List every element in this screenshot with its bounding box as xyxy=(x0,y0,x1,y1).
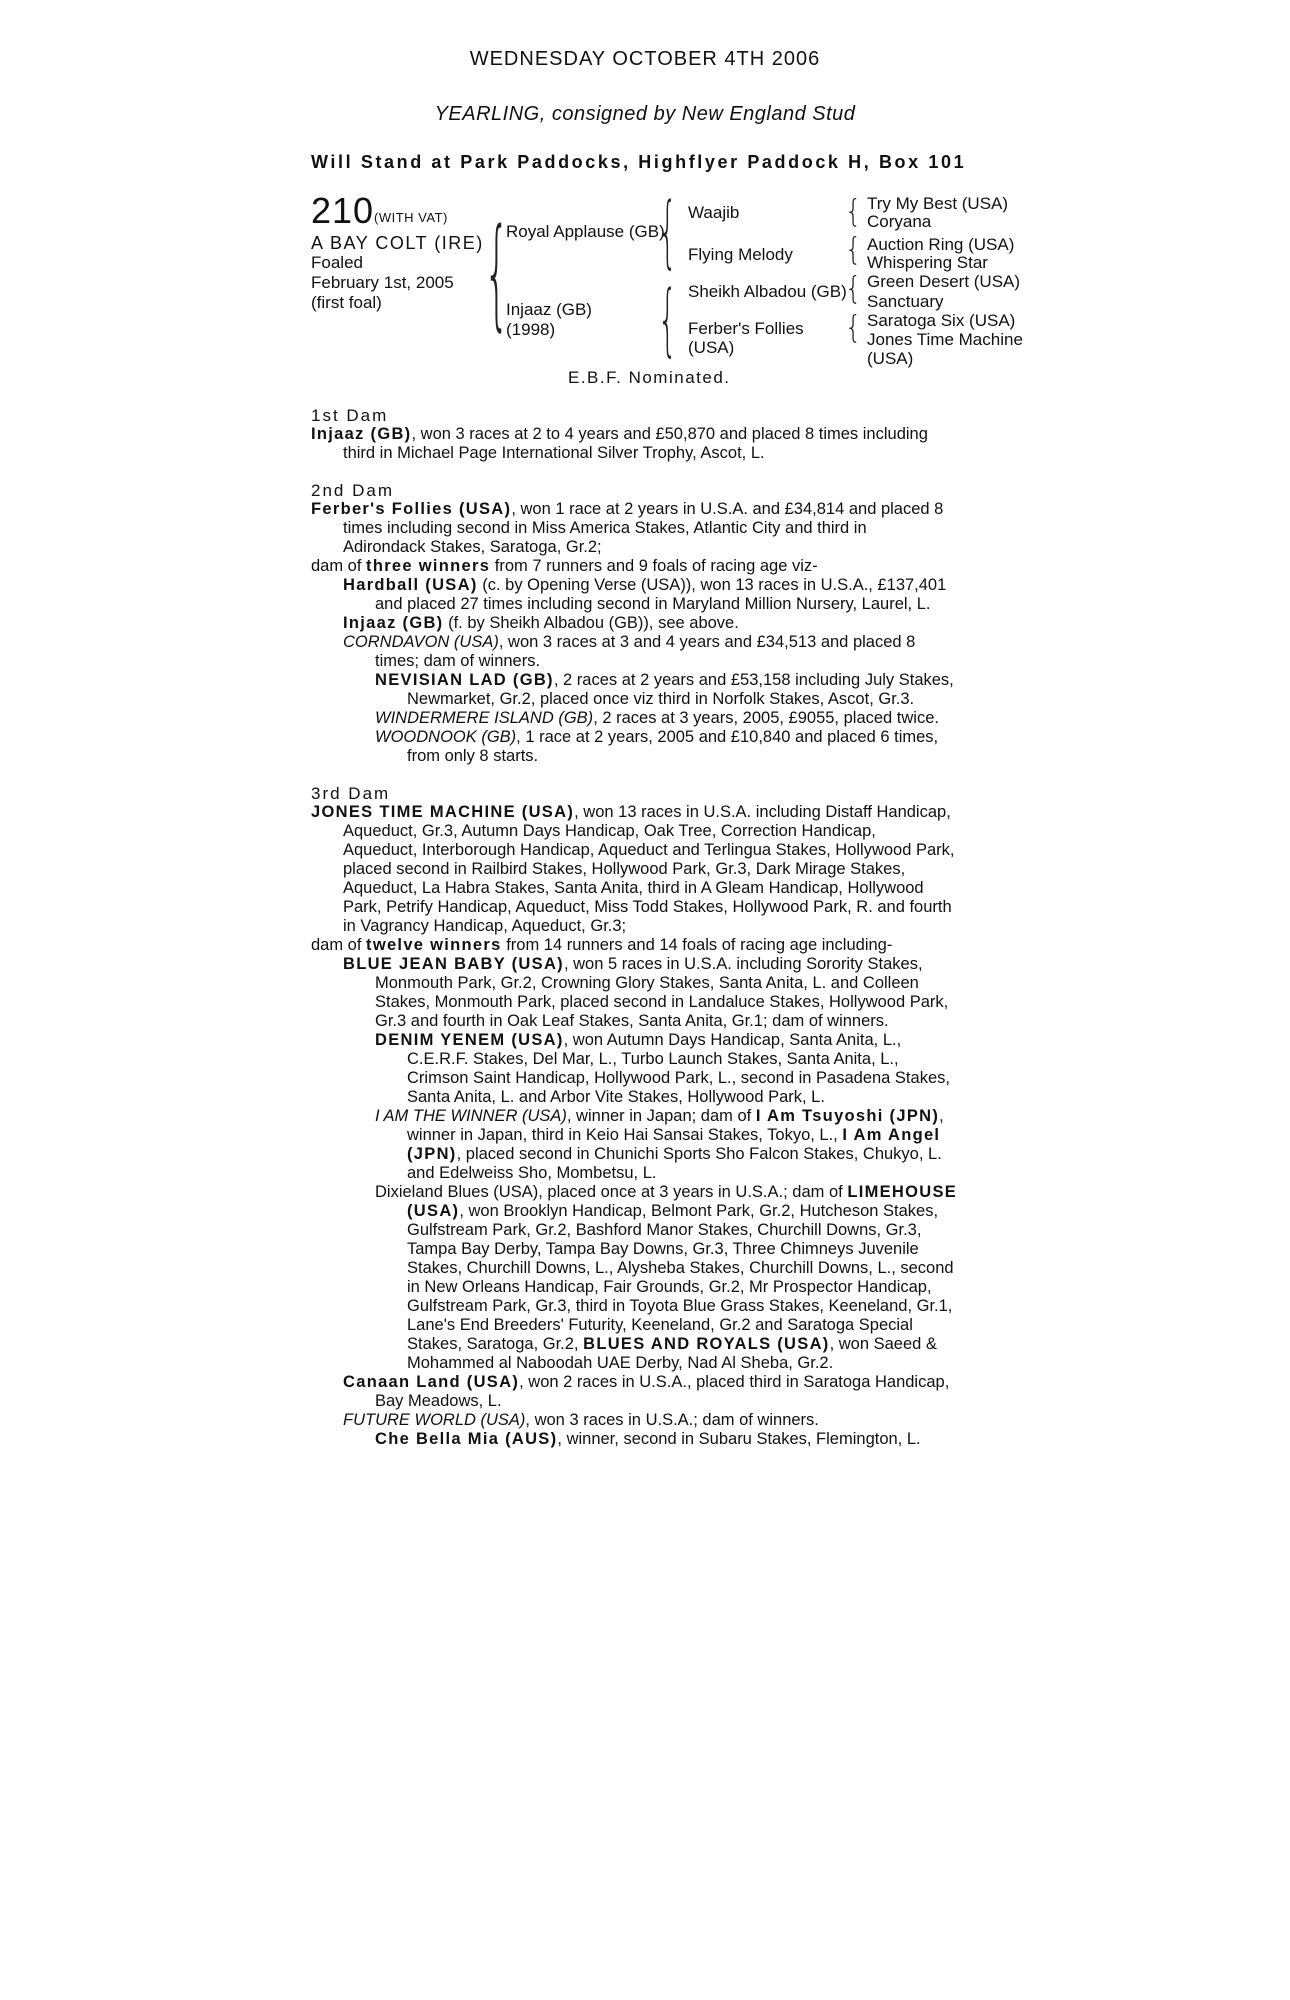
dix-text: Dixieland Blues (USA), placed once at 3 years in U.S.A.; dam of xyxy=(375,1183,848,1201)
limehouse-name: LIMEHOUSE xyxy=(847,1183,958,1201)
pedigree-ddd: Jones Time Machine xyxy=(867,330,1023,349)
woodnook-name: WOODNOOK (GB) xyxy=(375,728,517,746)
pedigree-brace-ds: { xyxy=(845,271,862,307)
iam-angel-name: I Am Angel xyxy=(842,1126,941,1144)
third-dam-produce-summary xyxy=(311,936,892,955)
injaaz-line xyxy=(343,614,739,633)
blues-and-royals-name: BLUES AND ROYALS (USA) xyxy=(583,1335,830,1353)
ebf-nominated: E.B.F. Nominated. xyxy=(568,368,731,387)
iam-text-2: winner in Japan, third in Keio Hai Sansai Stakes, Tokyo, L., xyxy=(407,1126,843,1144)
pedigree-sire: Royal Applause (GB) xyxy=(506,222,665,241)
dix-line-10: Mohammed al Naboodah UAE Derby, Nad Al Sheba, Gr.2. xyxy=(407,1354,834,1372)
pedigree-dds: Saratoga Six (USA) xyxy=(867,311,1016,330)
dix-line-5: Stakes, Churchill Downs, L., Alysheba Stakes, Churchill Downs, L., second xyxy=(407,1259,954,1277)
dix-line-8: Lane's End Breeders' Futurity, Keeneland, Gr.2 and Saratoga Special xyxy=(407,1316,913,1334)
iam-comma: , xyxy=(939,1107,944,1125)
iam-text: , winner in Japan; dam of xyxy=(566,1107,756,1125)
pedigree-dam-year: (1998) xyxy=(506,320,556,339)
windermere-name: WINDERMERE ISLAND (GB) xyxy=(375,709,594,727)
corndavon-text: , won 3 races at 3 and 4 years and £34,513 and placed 8 xyxy=(498,633,916,651)
bjb-text: , won 5 races in U.S.A. including Sorority Stakes, xyxy=(563,955,923,973)
windermere-line xyxy=(375,709,939,728)
pedigree-ssd: Coryana xyxy=(867,212,932,231)
dix-text-9: Stakes, Saratoga, Gr.2, xyxy=(407,1335,584,1353)
denim-name: DENIM YENEM (USA) xyxy=(375,1031,564,1049)
second-dam-name: Ferber's Follies (USA) xyxy=(311,500,512,518)
pedigree-brace-sd: { xyxy=(845,232,862,268)
woodnook-line xyxy=(375,728,938,747)
denim-line-4: Santa Anita, L. and Arbor Vite Stakes, Hollywood Park, L. xyxy=(407,1088,825,1106)
dam-of-rest: from 7 runners and 9 foals of racing age viz- xyxy=(490,557,818,575)
stand-location: Will Stand at Park Paddocks, Highflyer Paddock H, Box 101 xyxy=(311,152,967,172)
injaaz-name: Injaaz (GB) xyxy=(343,614,444,632)
che-bella-mia-name: Che Bella Mia (AUS) xyxy=(375,1430,558,1448)
lot-number: 210 xyxy=(311,190,375,231)
hardball-line-2: and placed 27 times including second in Maryland Million Nursery, Laurel, L. xyxy=(375,595,931,613)
third-dam-line-3: Aqueduct, Interborough Handicap, Aqueduct and Terlingua Stakes, Hollywood Park, xyxy=(343,841,955,859)
pedigree-dam-dam-country: (USA) xyxy=(688,338,735,357)
first-dam-line xyxy=(311,425,928,444)
nevisian-text: , 2 races at 2 years and £53,158 including July Stakes, xyxy=(553,671,954,689)
third-dam-name: JONES TIME MACHINE (USA) xyxy=(311,803,575,821)
bjb-line-3: Stakes, Monmouth Park, placed second in Landaluce Stakes, Hollywood Park, xyxy=(375,993,949,1011)
iam-text-3: , placed second in Chunichi Sports Sho Falcon Stakes, Chukyo, L. xyxy=(456,1145,942,1163)
nevisian-line xyxy=(375,671,954,690)
iam-angel-country: (JPN) xyxy=(407,1145,457,1163)
iam-line-3 xyxy=(407,1145,942,1164)
first-dam-heading: 1st Dam xyxy=(311,406,389,425)
second-dam-line-2: times including second in Miss America Stakes, Atlantic City and third in xyxy=(343,519,867,537)
bjb-line-4: Gr.3 and fourth in Oak Leaf Stakes, Santa Anita, Gr.1; dam of winners. xyxy=(375,1012,889,1030)
corndavon-line xyxy=(343,633,915,652)
dam-of-text: dam of xyxy=(311,557,367,575)
pedigree-brace-ss: { xyxy=(845,194,862,230)
canaan-line xyxy=(343,1373,949,1392)
injaaz-text: (f. by Sheikh Albadou (GB)), see above. xyxy=(443,614,739,632)
nevisian-name: NEVISIAN LAD (GB) xyxy=(375,671,554,689)
dix-line-9 xyxy=(407,1335,937,1354)
future-line xyxy=(343,1411,819,1430)
woodnook-text: , 1 race at 2 years, 2005 and £10,840 and placed 6 times, xyxy=(516,728,939,746)
denim-line xyxy=(375,1031,901,1050)
second-dam-heading: 2nd Dam xyxy=(311,481,394,500)
bjb-name: BLUE JEAN BABY (USA) xyxy=(343,955,564,973)
future-world-name: FUTURE WORLD (USA) xyxy=(343,1411,526,1429)
bjb-line-2: Monmouth Park, Gr.2, Crowning Glory Stakes, Santa Anita, L. and Colleen xyxy=(375,974,919,992)
pedigree-sds: Auction Ring (USA) xyxy=(867,235,1015,254)
canaan-name: Canaan Land (USA) xyxy=(343,1373,520,1391)
third-dam-line-5: Aqueduct, La Habra Stakes, Santa Anita, third in A Gleam Handicap, Hollywood xyxy=(343,879,924,897)
iam-line-4: and Edelweiss Sho, Mombetsu, L. xyxy=(407,1164,657,1182)
denim-line-2: C.E.R.F. Stakes, Del Mar, L., Turbo Launch Stakes, Santa Anita, L., xyxy=(407,1050,899,1068)
denim-text: , won Autumn Days Handicap, Santa Anita, L., xyxy=(563,1031,902,1049)
pedigree-sss: Try My Best (USA) xyxy=(867,194,1009,213)
iam-line xyxy=(375,1107,944,1126)
winners-count: twelve winners xyxy=(366,936,502,954)
pedigree-ddd-country: (USA) xyxy=(867,349,914,368)
denim-line-3: Crimson Saint Handicap, Hollywood Park, L., second in Pasadena Stakes, xyxy=(407,1069,950,1087)
nevisian-line-2: Newmarket, Gr.2, placed once viz third in Norfolk Stakes, Ascot, Gr.3. xyxy=(407,690,915,708)
first-foal-note: (first foal) xyxy=(311,293,382,312)
windermere-text: , 2 races at 3 years, 2005, £9055, placed twice. xyxy=(593,709,939,727)
dix-line-7: Gulfstream Park, Gr.3, third in Toyota Blue Grass Stakes, Keeneland, Gr.1, xyxy=(407,1297,953,1315)
third-dam-text: , won 13 races in U.S.A. including Distaff Handicap, xyxy=(574,803,951,821)
bjb-line xyxy=(343,955,923,974)
third-dam-line-7: in Vagrancy Handicap, Aqueduct, Gr.3; xyxy=(343,917,627,935)
dix-line-4: Tampa Bay Derby, Tampa Bay Downs, Gr.3, Three Chimneys Juvenile xyxy=(407,1240,919,1258)
dix-line-6: in New Orleans Handicap, Fair Grounds, Gr.2, Mr Prospector Handicap, xyxy=(407,1278,932,1296)
future-text: , won 3 races in U.S.A.; dam of winners. xyxy=(525,1411,819,1429)
limehouse-country: (USA) xyxy=(407,1202,460,1220)
dix-text-2: , won Brooklyn Handicap, Belmont Park, Gr.2, Hutcheson Stakes, xyxy=(459,1202,939,1220)
vat-note: (WITH VAT) xyxy=(374,210,448,225)
woodnook-line-2: from only 8 starts. xyxy=(407,747,539,765)
third-dam-line-4: placed second in Railbird Stakes, Hollywood Park, Gr.3, Dark Mirage Stakes, xyxy=(343,860,906,878)
hardball-text: (c. by Opening Verse (USA)), won 13 races in U.S.A., £137,401 xyxy=(477,576,947,594)
first-dam-name: Injaaz (GB) xyxy=(311,425,412,443)
first-dam-text: , won 3 races at 2 to 4 years and £50,870 and placed 8 times including xyxy=(411,425,928,443)
dix-line-2 xyxy=(407,1202,938,1221)
hardball-name: Hardball (USA) xyxy=(343,576,478,594)
iam-tsuyoshi-name: I Am Tsuyoshi (JPN) xyxy=(755,1107,940,1125)
pedigree-dam-dam: Ferber's Follies xyxy=(688,319,804,338)
second-dam-line-3: Adirondack Stakes, Saratoga, Gr.2; xyxy=(343,538,602,556)
pedigree-dsd: Sanctuary xyxy=(867,292,944,311)
hardball-line xyxy=(343,576,946,595)
pedigree-sire-sire: Waajib xyxy=(688,203,740,222)
pedigree-brace-dd: { xyxy=(845,310,862,346)
corndavon-line-2: times; dam of winners. xyxy=(375,652,541,670)
canaan-text: , won 2 races in U.S.A., placed third in Saratoga Handicap, xyxy=(519,1373,950,1391)
second-dam-line xyxy=(311,500,943,519)
third-dam-heading: 3rd Dam xyxy=(311,784,391,803)
second-dam-produce-summary xyxy=(311,557,818,576)
pedigree-sire-dam: Flying Melody xyxy=(688,245,793,264)
iam-name: I AM THE WINNER (USA) xyxy=(375,1107,567,1125)
pedigree-brace-sire: { xyxy=(658,188,678,279)
dam-of-rest: from 14 runners and 14 foals of racing age including- xyxy=(501,936,893,954)
pedigree-sdd: Whispering Star xyxy=(867,253,988,272)
pedigree-dam-sire: Sheikh Albadou (GB) xyxy=(688,282,847,301)
third-dam-line-6: Park, Petrify Handicap, Aqueduct, Miss Todd Stakes, Hollywood Park, R. and fourth xyxy=(343,898,952,916)
pedigree-brace-dam: { xyxy=(658,276,678,367)
second-dam-text: , won 1 race at 2 years in U.S.A. and £34,814 and placed 8 xyxy=(511,500,944,518)
corndavon-name: CORNDAVON (USA) xyxy=(343,633,499,651)
iam-line-2 xyxy=(407,1126,940,1145)
lot-description: A BAY COLT (IRE) xyxy=(311,233,484,253)
foaled-label: Foaled xyxy=(311,253,363,272)
foaled-date: February 1st, 2005 xyxy=(311,273,454,292)
pedigree-brace-main: { xyxy=(484,206,510,344)
sale-date: WEDNESDAY OCTOBER 4TH 2006 xyxy=(469,48,821,70)
pedigree-dam: Injaaz (GB) xyxy=(506,300,592,319)
canaan-line-2: Bay Meadows, L. xyxy=(375,1392,502,1410)
consignor-subtitle: YEARLING, consigned by New England Stud xyxy=(434,103,856,125)
winners-count: three winners xyxy=(366,557,491,575)
che-text: , winner, second in Subaru Stakes, Flemington, L. xyxy=(557,1430,921,1448)
third-dam-line xyxy=(311,803,951,822)
third-dam-line-2: Aqueduct, Gr.3, Autumn Days Handicap, Oak Tree, Correction Handicap, xyxy=(343,822,876,840)
pedigree-dss: Green Desert (USA) xyxy=(867,272,1021,291)
first-dam-line-2: third in Michael Page International Silver Trophy, Ascot, L. xyxy=(343,444,765,462)
dix-text-9b: , won Saeed & xyxy=(829,1335,937,1353)
dix-line-3: Gulfstream Park, Gr.2, Bashford Manor Stakes, Churchill Downs, Gr.3, xyxy=(407,1221,922,1239)
che-line xyxy=(375,1430,921,1449)
dix-line xyxy=(375,1183,957,1202)
dam-of-text: dam of xyxy=(311,936,367,954)
